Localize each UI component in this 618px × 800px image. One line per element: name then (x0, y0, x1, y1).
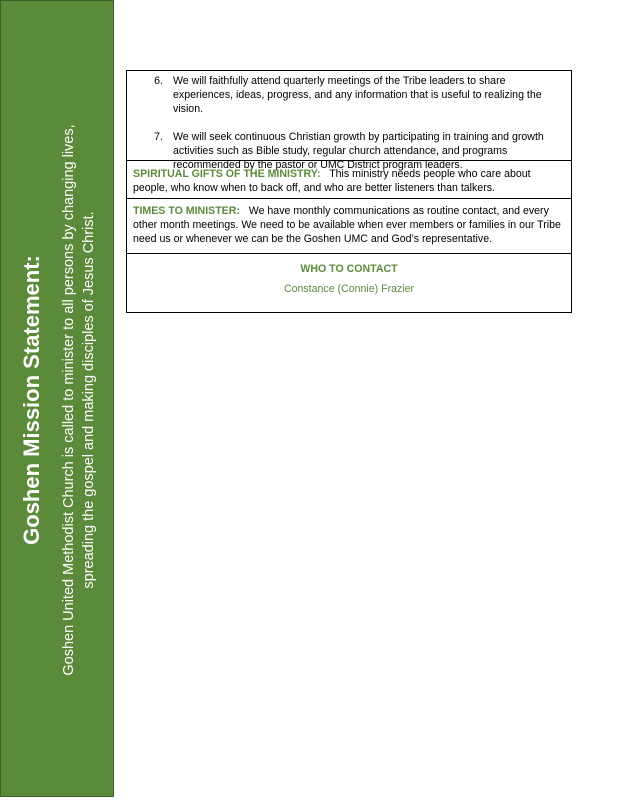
mission-title: Goshen Mission Statement: (19, 255, 44, 545)
spiritual-gifts-text: This ministry needs people who care about people, who know when to back off, and who are better listeners than talkers. (133, 168, 531, 194)
mission-statement-line-2: spreading the gospel and making disciples of Jesus Christ. (81, 211, 97, 589)
spiritual-gifts-section (127, 161, 571, 199)
contact-name: Constance (Connie) Frazier (283, 283, 415, 295)
goal-item (133, 74, 565, 116)
goal-number: 6. (154, 75, 163, 87)
mission-sidebar-text (17, 10, 99, 790)
goal-text: We will faithfully attend quarterly meetings of the Tribe leaders to share experiences, ideas, progress, and any information that is useful to realizing the vision. (173, 75, 542, 115)
mission-statement-line-1: Goshen United Methodist Church is called to minister to all persons by changing lives, (61, 124, 77, 676)
times-to-minister-text: We have monthly communications as routine contact, and every other month meetings. We need to be available when ever members or families in our Tribe need us or whenever we can be the Goshen UMC and God’s representative. (133, 205, 561, 245)
goal-text: We will seek continuous Christian growth by participating in training and growth activities such as Bible study, regular church attendance, and programs recommended by the pastor or UMC District program leaders. (173, 131, 544, 171)
goals-section (127, 71, 571, 171)
mission-sidebar (0, 0, 114, 797)
contact-heading: WHO TO CONTACT (300, 263, 398, 275)
times-to-minister-section (127, 199, 571, 254)
contact-section (127, 254, 571, 296)
times-to-minister-label: TIMES TO MINISTER: (133, 205, 240, 217)
ministry-details-box (126, 70, 572, 313)
goal-item (133, 130, 565, 172)
spiritual-gifts-label: SPIRITUAL GIFTS OF THE MINISTRY: (133, 168, 321, 180)
goal-number: 7. (154, 131, 163, 143)
